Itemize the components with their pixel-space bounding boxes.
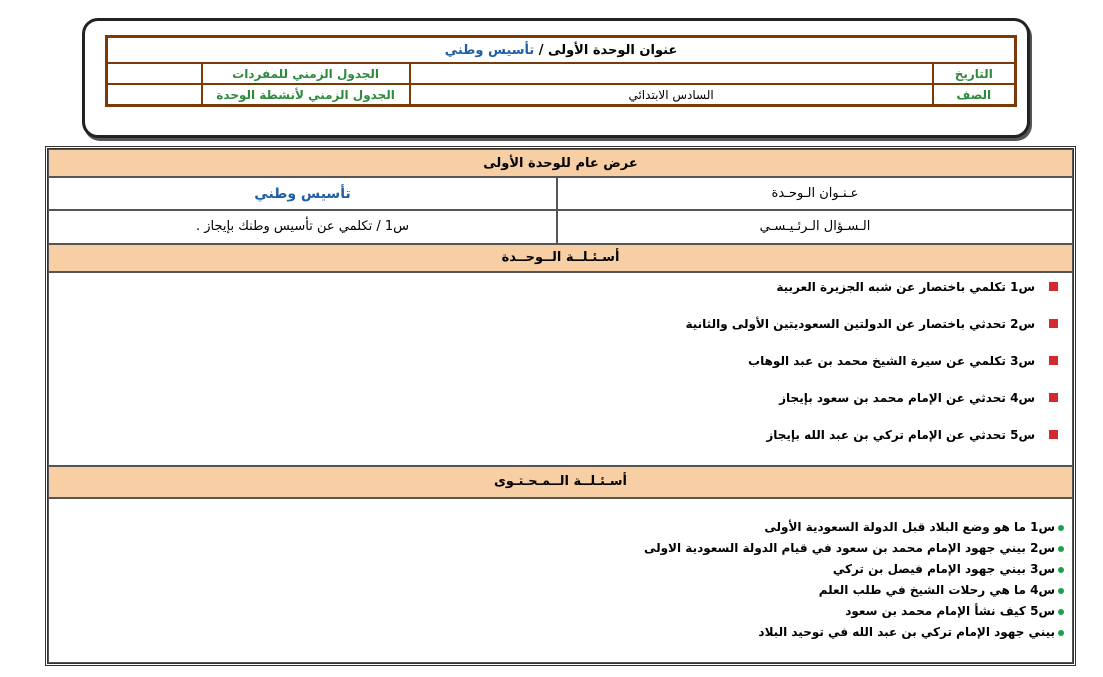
unit-activities-schedule-value [107, 84, 202, 105]
overview-table [45, 146, 1076, 666]
header-table [105, 35, 1017, 107]
list-item [49, 580, 1064, 601]
unit-title-highlight: تأسيس وطني [444, 42, 535, 58]
red-square-bullet-icon [1049, 393, 1058, 402]
red-square-bullet-icon [1049, 430, 1058, 439]
vocab-schedule-value [107, 63, 202, 84]
content-question-text: س2 بيني جهود الإمام محمد بن سعود في قيام الدولة السعودية الاولى [643, 541, 1055, 555]
list-item [49, 601, 1064, 622]
main-question-value: س1 / تكلمي عن تأسيس وطنك بإيجاز . [48, 210, 557, 243]
unit-title-value: تأسيس وطني [48, 177, 557, 210]
unit-question-text: س2 تحدثي باختصار عن الدولتين السعوديتين الأولى والثانية [685, 316, 1035, 331]
unit-questions-cell [48, 272, 1073, 466]
grade-value: السادس الابتدائي [410, 84, 933, 105]
main-question-label: الـسـؤال الـرئـيـسـي [557, 210, 1073, 243]
content-questions-cell [48, 498, 1073, 663]
red-square-bullet-icon [1049, 282, 1058, 291]
green-dot-bullet-icon [1058, 546, 1064, 552]
unit-activities-schedule: الجدول الزمني لأنشطة الوحدة [202, 84, 410, 105]
unit-title-prefix: عنوان الوحدة الأولى / [534, 42, 678, 58]
content-question-text: س4 ما هي رحلات الشيخ في طلب العلم [818, 583, 1055, 597]
grade-label: الصف [933, 84, 1015, 105]
vocab-schedule: الجدول الزمني للمفردات [202, 63, 410, 84]
unit-question-text: س4 تحدثي عن الإمام محمد بن سعود بإيجاز [779, 390, 1035, 405]
red-square-bullet-icon [1049, 319, 1058, 328]
list-item [49, 279, 1058, 316]
list-item [49, 559, 1064, 580]
date-label: التاريخ [933, 63, 1015, 84]
list-item [49, 390, 1058, 427]
unit-question-text: س3 تكلمي عن سيرة الشيخ محمد بن عبد الوهاب [748, 353, 1035, 368]
date-value [410, 63, 933, 84]
content-question-text: س5 كيف نشأ الإمام محمد بن سعود [845, 604, 1055, 618]
list-item [49, 427, 1058, 464]
overview-heading: عرض عام للوحدة الأولى [48, 149, 1073, 177]
green-dot-bullet-icon [1058, 525, 1064, 531]
list-item [49, 622, 1064, 643]
unit-title-cell [107, 37, 1015, 63]
green-dot-bullet-icon [1058, 609, 1064, 615]
unit-questions-heading: أسـئـلــة الــوحــدة [48, 244, 1073, 272]
unit-question-text: س1 تكلمي باختصار عن شبه الجزيرة العربية [776, 279, 1035, 294]
green-dot-bullet-icon [1058, 588, 1064, 594]
header-table-wrap [105, 35, 1017, 110]
unit-title-label: عـنـوان الـوحـدة [557, 177, 1073, 210]
content-questions-heading: أسـئـلــة الــمـحـتـوى [48, 466, 1073, 498]
list-item [49, 316, 1058, 353]
content-question-text: س3 بيني جهود الإمام فيصل بن تركي [832, 562, 1055, 576]
content-question-text: س1 ما هو وضع البلاد قبل الدولة السعودية الأولى [764, 520, 1055, 534]
list-item [49, 353, 1058, 390]
green-dot-bullet-icon [1058, 567, 1064, 573]
list-item [49, 517, 1064, 538]
green-dot-bullet-icon [1058, 630, 1064, 636]
unit-questions-list [49, 273, 1072, 464]
red-square-bullet-icon [1049, 356, 1058, 365]
list-item [49, 538, 1064, 559]
content-question-text: بيني جهود الإمام تركي بن عبد الله في توحيد البلاد [758, 625, 1055, 639]
content-questions-list [49, 499, 1072, 643]
unit-question-text: س5 تحدثي عن الإمام تركي بن عبد الله بإيجاز [766, 427, 1035, 442]
